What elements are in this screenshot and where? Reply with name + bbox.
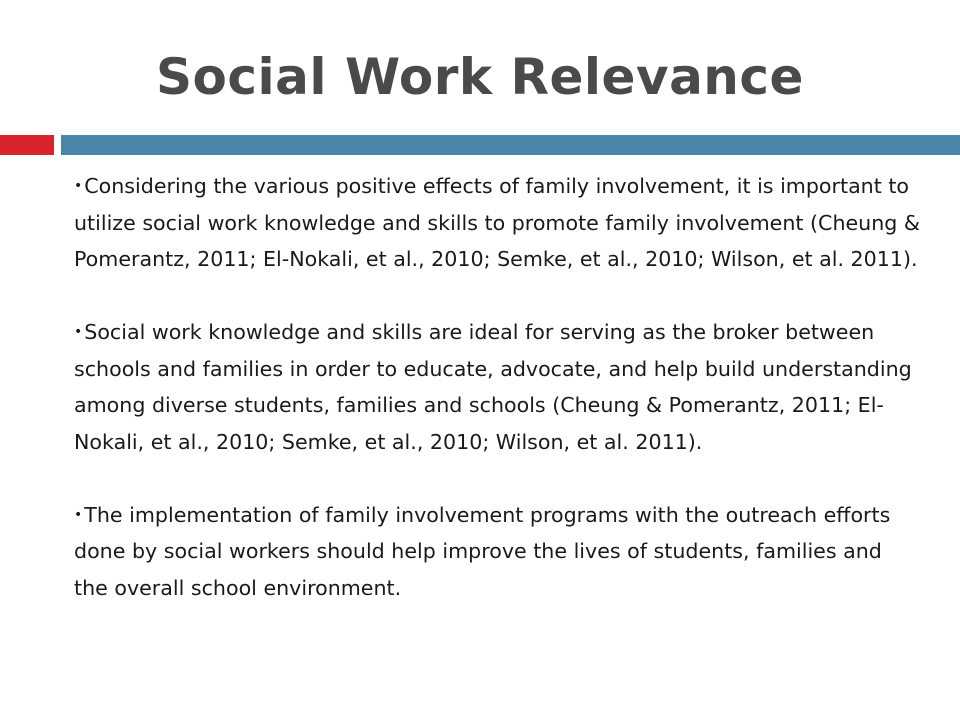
bullet-text-3: The implementation of family involvement programs with the outreach efforts done by social workers should help improve the lives of students, families and the overall school environment. [74,502,891,600]
slide-body [74,168,920,606]
bullet-paragraph-1 [74,168,920,278]
bullet-icon: • [74,506,83,523]
bullet-text-2: Social work knowledge and skills are ideal for serving as the broker between schools and families in order to educate, advocate, and help build understanding among diverse students, families and schools (Cheung & Pomerantz, 2011; El-Nokali, et al., 2010; Semke, et al., 2010; Wilson, et al. 2011). [74,320,912,454]
bullet-paragraph-3 [74,497,920,607]
bullet-icon: • [74,324,83,340]
accent-bar-red [0,135,54,155]
bullet-paragraph-2 [74,314,920,460]
bullet-icon: • [74,178,83,194]
slide-title: Social Work Relevance [156,48,804,106]
accent-bar-blue [61,135,960,155]
bullet-text-1: Considering the various positive effects of family involvement, it is important to utilize social work knowledge and skills to promote family involvement (Cheung & Pomerantz, 2011; El-Nokali, et al., 2010; Semke, et al., 2010; Wilson, et al. 2011). [74,174,920,271]
